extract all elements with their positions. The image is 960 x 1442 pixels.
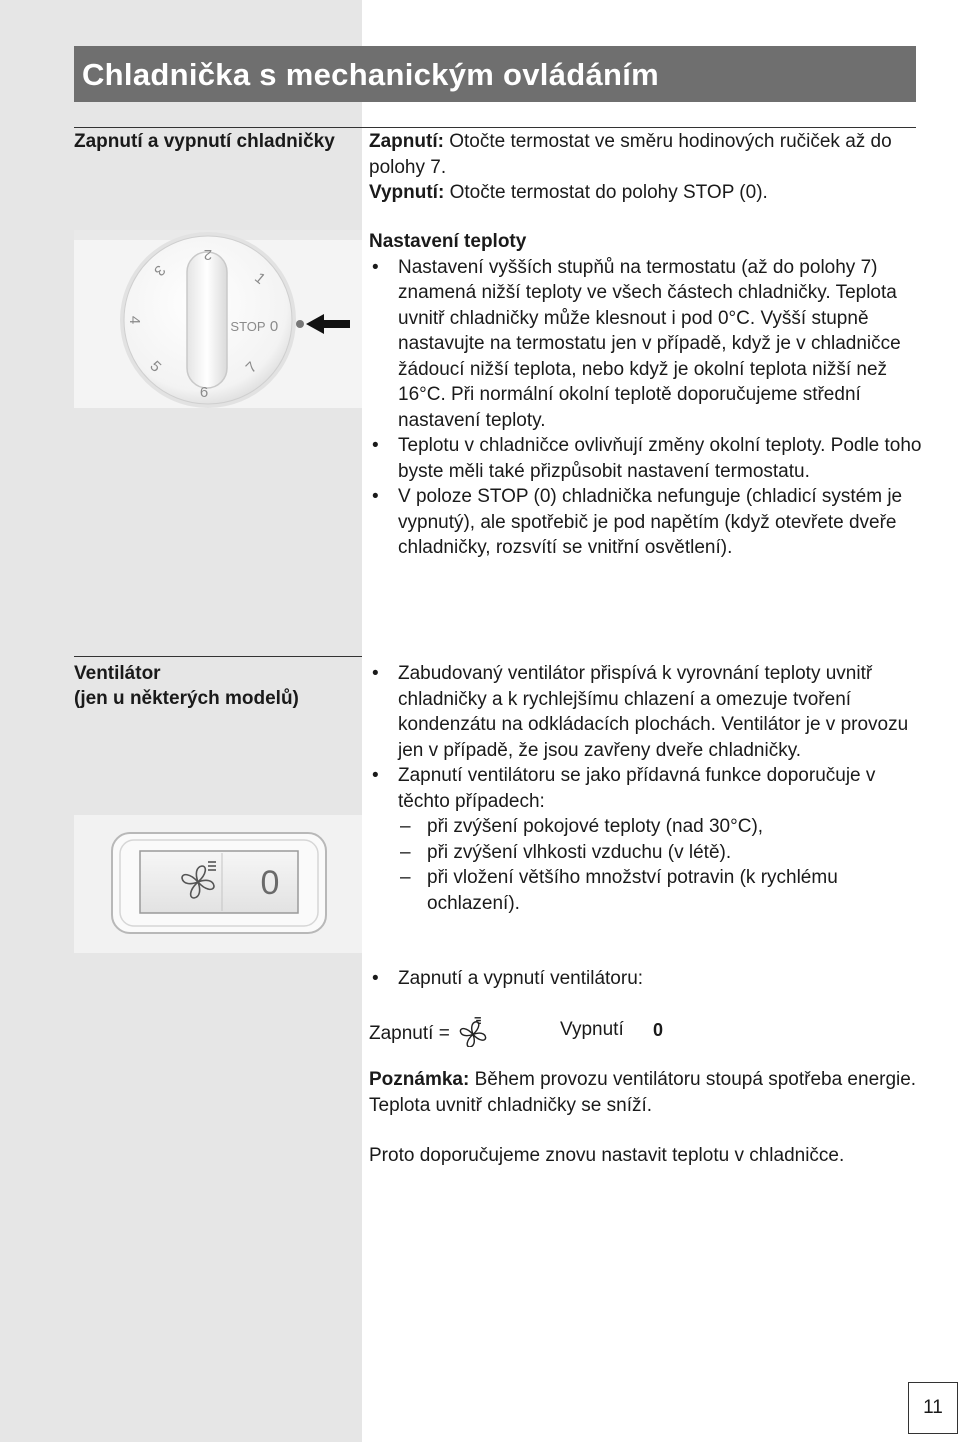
fan-dash-item-3: – při vložení většího množství potravin (k rychlému ochlazení). <box>398 865 929 916</box>
note-block <box>369 1067 929 1118</box>
dial-number-6: 6 <box>199 384 209 401</box>
page-number: 11 <box>908 1382 958 1434</box>
fan-bullets <box>369 661 929 916</box>
switch-off-line <box>369 180 929 206</box>
section-label-switching: Zapnutí a vypnutí chladničky <box>74 131 335 152</box>
fan-bullet-1: • Zabudovaný ventilátor přispívá k vyrovnání teploty uvnitř chladničky a k rychlejšímu chlazení a omezuje tvoření kondenzátu na odkládacích plochách. Ventilátor je v provozu jen v případě, že jsou zavřeny dveře chladničky. <box>369 661 929 763</box>
temperature-bullets <box>369 255 929 561</box>
fan-description-block <box>369 661 929 916</box>
switch-on-label: Zapnutí: <box>369 131 444 152</box>
switch-on-line <box>369 129 929 180</box>
fan-bullet-3: • Zapnutí a vypnutí ventilátoru: <box>369 966 929 992</box>
section-divider-2 <box>74 656 362 657</box>
fan-on-off-row <box>369 1017 664 1047</box>
fan-on-label: Zapnutí = <box>369 1023 450 1044</box>
switch-zero-label: 0 <box>260 864 280 902</box>
thermostat-dial-graphic <box>74 230 362 408</box>
fan-switch-graphic <box>74 807 362 953</box>
section-label-fan <box>74 661 299 711</box>
dial-number-7: 7 <box>242 358 261 377</box>
dial-stop-label: STOP <box>230 319 266 334</box>
dial-number-4: 4 <box>126 315 143 325</box>
dial-number-2: 2 <box>203 246 213 263</box>
temperature-bullet-3: • V poloze STOP (0) chladnička nefunguje (chladicí systém je vypnutý), ale spotřebič je pod napětím (když otevřete dveře chladničky, rozsvítí se vnitřní osvětlení). <box>369 484 929 561</box>
temperature-bullet-1: • Nastavení vyšších stupňů na termostatu (až do polohy 7) znamená nižší teploty ve všech částech chladničky. Teplota uvnitř chladničky může klesnout i pod 0°C. Vyšší stupně nastavujte na termostatu jen v případě, když je v chladničce žádoucí nižší teplota, nebo když je okolní teplota nižší než 16°C. Při normální okolní teplotě doporučujeme střední nastavení teploty. <box>369 255 929 434</box>
note-label: Poznámka: <box>369 1069 470 1090</box>
fan-on-icon <box>459 1017 487 1047</box>
temperature-setting-block <box>369 229 929 561</box>
fan-dash-item-1: – při zvýšení pokojové teploty (nad 30°C), <box>398 814 929 840</box>
dial-number-1: 1 <box>251 269 269 288</box>
fan-bullet-2-text: Zapnutí ventilátoru se jako přídavná funkce doporučuje v těchto případech: <box>398 765 876 812</box>
dial-number-5: 5 <box>146 357 165 376</box>
thermostat-dial-image <box>74 230 362 408</box>
dial-marker-dot <box>296 320 304 328</box>
dial-number-3: 3 <box>150 261 169 279</box>
switch-off-text: Otočte termostat do polohy STOP (0). <box>444 182 768 203</box>
fan-label-line2: (jen u některých modelů) <box>74 688 299 709</box>
switch-on-text: Otočte termostat ve směru hodinových ručiček až do polohy 7. <box>369 131 892 178</box>
note-text: Během provozu ventilátoru stoupá spotřeba energie. Teplota uvnitř chladničky se sníží. <box>369 1069 917 1116</box>
fan-switching-block <box>369 966 929 992</box>
fan-switch-image <box>74 807 362 953</box>
fan-bullet-2 <box>369 763 929 916</box>
fan-off-symbol: 0 <box>653 1020 664 1040</box>
switch-instructions <box>369 129 929 206</box>
title-bar <box>74 46 916 102</box>
fan-dash-item-2: – při zvýšení vlhkosti vzduchu (v létě). <box>398 840 929 866</box>
advice-text: Proto doporučujeme znovu nastavit teplotu v chladničce. <box>369 1145 845 1166</box>
fan-label-line1: Ventilátor <box>74 663 161 684</box>
fan-dash-list <box>369 814 929 916</box>
fan-off-label: Vypnutí <box>560 1019 624 1040</box>
dial-stop-zero: 0 <box>269 318 279 335</box>
temperature-bullet-2: • Teplotu v chladničce ovlivňují změny okolní teploty. Podle toho byste měli také přizpůsobit nastavení termostatu. <box>369 433 929 484</box>
left-margin-band <box>0 0 362 1442</box>
temperature-heading: Nastavení teploty <box>369 231 527 252</box>
page-title: Chladnička s mechanickým ovládáním <box>82 57 660 92</box>
section-divider-1 <box>74 127 916 128</box>
fan-switching-list <box>369 966 929 992</box>
switch-off-label: Vypnutí: <box>369 182 445 203</box>
